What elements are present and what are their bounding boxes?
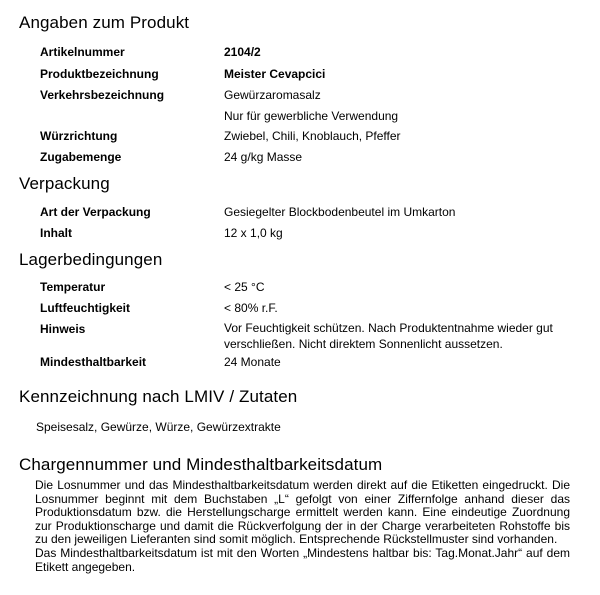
value-mindesthaltbarkeit: 24 Monate xyxy=(224,355,281,369)
label-temperatur: Temperatur xyxy=(40,280,106,294)
label-verkehrsbezeichnung: Verkehrsbezeichnung xyxy=(40,88,165,102)
heading-angaben-zum-produkt: Angaben zum Produkt xyxy=(19,13,190,32)
value-hinweis: Vor Feuchtigkeit schützen. Nach Produktentnahme wieder gut verschließen. Nicht direktem Sonnenlicht aussetzen. xyxy=(224,321,553,351)
label-wuerzrichtung: Würzrichtung xyxy=(40,129,118,143)
label-zugabemenge: Zugabemenge xyxy=(40,150,122,164)
value-luftfeuchtigkeit: < 80% r.F. xyxy=(224,301,278,315)
zutaten-text: Speisesalz, Gewürze, Würze, Gewürzextrakte xyxy=(36,420,281,434)
value-verkehrsbezeichnung: Gewürzaromasalz xyxy=(224,88,321,102)
value-verkehrsbezeichnung-hinweis: Nur für gewerbliche Verwendung xyxy=(224,109,399,123)
label-artikelnummer: Artikelnummer xyxy=(40,45,125,59)
charge-text xyxy=(35,479,570,574)
label-inhalt: Inhalt xyxy=(40,226,72,240)
value-zugabemenge: 24 g/kg Masse xyxy=(224,150,303,164)
label-luftfeuchtigkeit: Luftfeuchtigkeit xyxy=(40,301,130,315)
label-hinweis: Hinweis xyxy=(40,322,86,336)
heading-kennzeichnung-lmiv: Kennzeichnung nach LMIV / Zutaten xyxy=(19,387,298,406)
label-produktbezeichnung: Produktbezeichnung xyxy=(40,67,159,81)
value-produktbezeichnung: Meister Cevapcici xyxy=(224,67,326,81)
charge-paragraph-1: Die Losnummer und das Mindesthaltbarkeitsdatum werden direkt auf die Etiketten eingedruckt. Die Losnummer beginnt mit dem Buchstaben „L“ gefolgt von einer Ziffernfolge anhand dieser das Produktionsdatum bzw. die Herstellungscharge ermittelt werden kann. Eine eindeutige Zuordnung zur Produktionscharge und damit die Rückverfolgung der in der Charge verarbeiteten Rohstoffe bis zu den jeweiligen Lieferanten sind somit möglich. Entsprechende Rückstellmuster sind vorhanden. xyxy=(35,478,570,547)
label-art-der-verpackung: Art der Verpackung xyxy=(40,205,151,219)
value-artikelnummer: 2104/2 xyxy=(224,45,261,59)
heading-verpackung: Verpackung xyxy=(19,174,110,193)
heading-chargennummer: Chargennummer und Mindesthaltbarkeitsdatum xyxy=(19,455,383,474)
charge-paragraph-2: Das Mindesthaltbarkeitsdatum ist mit den Worten „Mindestens haltbar bis: Tag.Monat.Jahr“ auf dem Etikett angegeben. xyxy=(35,545,570,574)
label-mindesthaltbarkeit: Mindesthaltbarkeit xyxy=(40,355,147,369)
value-inhalt: 12 x 1,0 kg xyxy=(224,226,283,240)
value-art-der-verpackung: Gesiegelter Blockbodenbeutel im Umkarton xyxy=(224,205,456,219)
value-temperatur: < 25 °C xyxy=(224,280,265,294)
value-wuerzrichtung: Zwiebel, Chili, Knoblauch, Pfeffer xyxy=(224,129,401,143)
heading-lagerbedingungen: Lagerbedingungen xyxy=(19,250,163,269)
